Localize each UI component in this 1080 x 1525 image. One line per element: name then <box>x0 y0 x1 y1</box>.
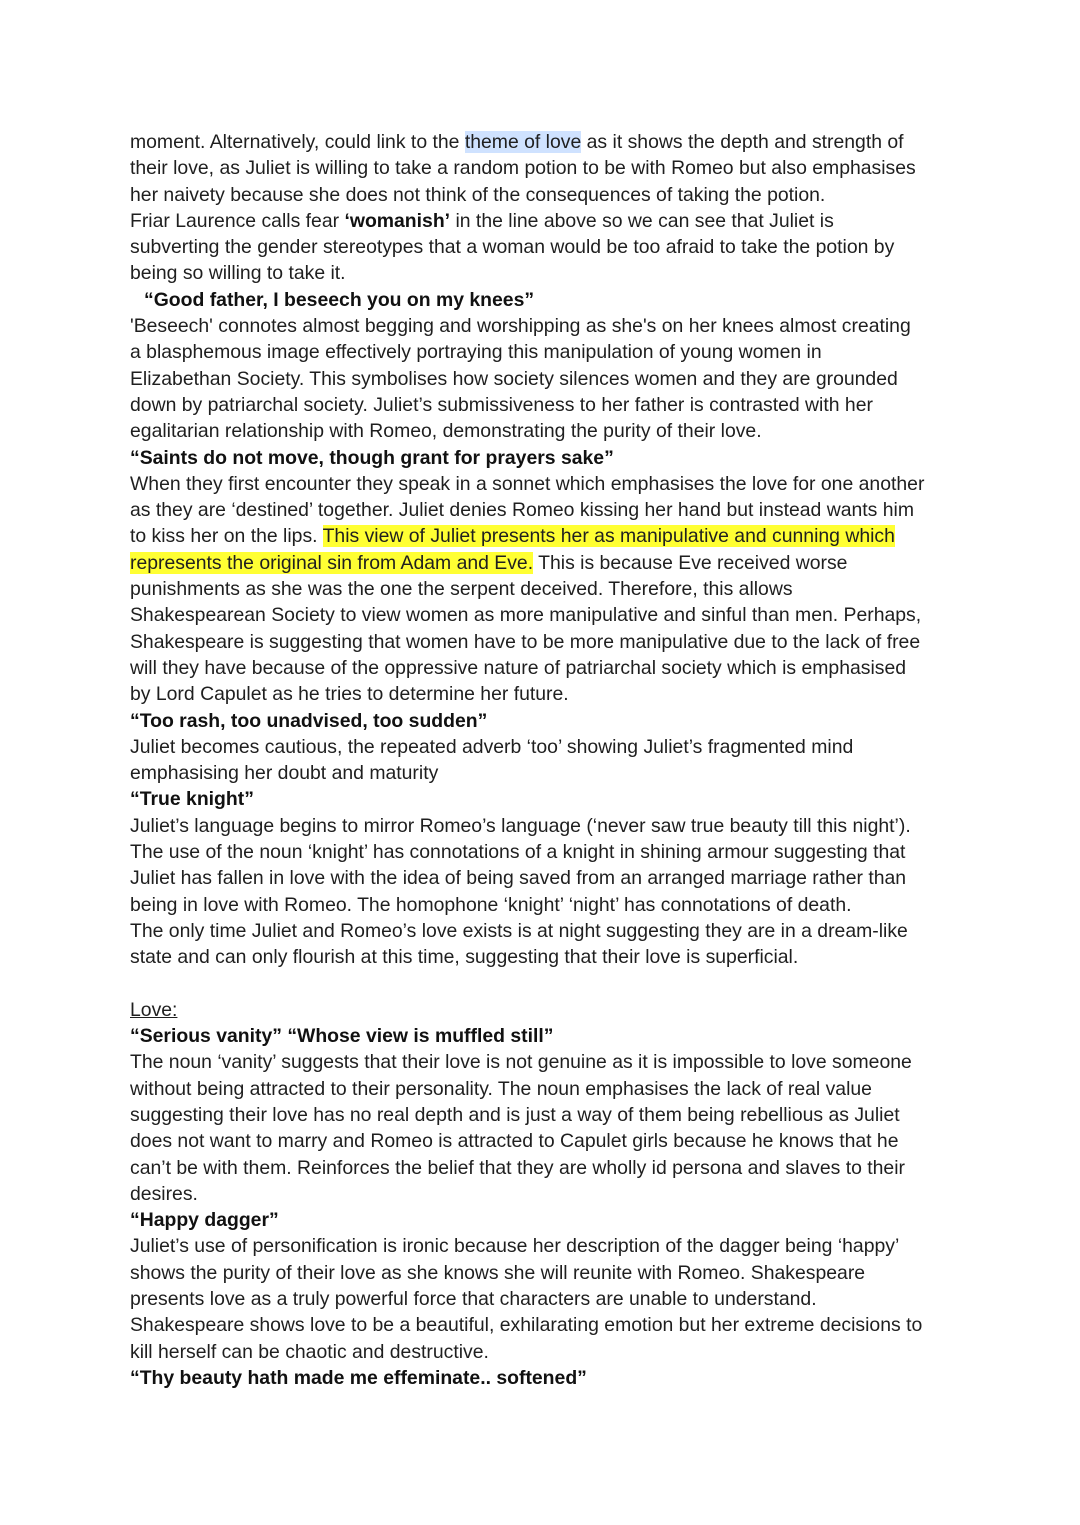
text-line: Elizabethan Society. This symbolises how society silences women and they are grounded <box>130 367 898 390</box>
text-line: Juliet’s use of personification is ironic because her description of the dagger being ‘happy’ <box>130 1235 900 1258</box>
text-line: their love, as Juliet is willing to take a random potion to be with Romeo but also emphasises <box>130 157 916 180</box>
quote-heading: “Too rash, too unadvised, too sudden” <box>130 709 488 732</box>
text-line: punishments as she was the one the serpent deceived. Therefore, this allows <box>130 578 793 601</box>
text-line: Friar Laurence calls fear ‘womanish’ in the line above so we can see that Juliet is <box>130 209 834 232</box>
highlighted-text: This view of Juliet presents her as manipulative and cunning which <box>322 525 895 548</box>
text-line: shows the purity of their love as she knows she will reunite with Romeo. Shakespeare <box>130 1261 866 1284</box>
quote-heading: “True knight” <box>130 788 254 811</box>
quote-heading: “Saints do not move, though grant for prayers sake” <box>130 446 614 469</box>
highlighted-text: represents the original sin from Adam and Eve. <box>130 551 534 574</box>
text-line: Shakespeare shows love to be a beautiful, exhilarating emotion but her extreme decisions to <box>130 1314 923 1337</box>
text-line: state and can only flourish at this time, suggesting that their love is superficial. <box>130 946 799 969</box>
text-line: being in love with Romeo. The homophone ‘knight’ ‘night’ has connotations of death. <box>130 893 852 916</box>
text-line: presents love as a truly powerful force that characters are unable to understand. <box>130 1288 817 1311</box>
text-line: her naivety because she does not think of the consequences of taking the potion. <box>130 183 826 206</box>
text-line: emphasising her doubt and maturity <box>130 762 439 785</box>
document-page <box>130 129 960 1391</box>
text-line: suggesting their love has no real depth and is just a way of them being rebellious as Juliet <box>130 1103 900 1126</box>
text-line: to kiss her on the lips. This view of Juliet presents her as manipulative and cunning which <box>130 525 895 548</box>
text-line: Shakespeare is suggesting that women have to be more manipulative due to the lack of free <box>130 630 921 653</box>
quote-heading: “Happy dagger” <box>130 1209 279 1232</box>
text-line: will they have because of the oppressive nature of patriarchal society which is emphasised <box>130 656 907 679</box>
paragraph-gap <box>130 971 960 997</box>
text-line: as they are ‘destined’ together. Juliet denies Romeo kissing her hand but instead wants him <box>130 499 914 522</box>
text-line: desires. <box>130 1182 198 1205</box>
text-line: egalitarian relationship with Romeo, demonstrating the purity of their love. <box>130 420 762 443</box>
text-line: moment. Alternatively, could link to the theme of love as it shows the depth and strength of <box>130 131 904 153</box>
text-line: The use of the noun ‘knight’ has connotations of a knight in shining armour suggesting that <box>130 841 906 864</box>
text-line: Juliet has fallen in love with the idea of being saved from an arranged marriage rather than <box>130 867 907 890</box>
quote-heading: “Serious vanity” “Whose view is muffled still” <box>130 1025 554 1048</box>
text-line: subverting the gender stereotypes that a woman would be too afraid to take the potion by <box>130 236 895 259</box>
text-line: Juliet’s language begins to mirror Romeo’s language (‘never saw true beauty till this night’). <box>130 814 911 837</box>
text-line: down by patriarchal society. Juliet’s submissiveness to her father is contrasted with her <box>130 393 873 416</box>
text-line: Juliet becomes cautious, the repeated adverb ‘too’ showing Juliet’s fragmented mind <box>130 735 854 758</box>
text-line: kill herself can be chaotic and destructive. <box>130 1340 489 1363</box>
text-line: Shakespearean Society to view women as more manipulative and sinful than men. Perhaps, <box>130 604 922 627</box>
text-line: a blasphemous image effectively portraying this manipulation of young women in <box>130 341 822 364</box>
text-line: does not want to marry and Romeo is attracted to Capulet girls because he knows that he <box>130 1130 899 1153</box>
text-line: without being attracted to their personality. The noun emphasises the lack of real value <box>130 1077 872 1100</box>
text-line: can’t be with them. Reinforces the belief that they are wholly id persona and slaves to their <box>130 1156 905 1179</box>
text-line: by Lord Capulet as he tries to determine her future. <box>130 683 569 706</box>
text-line: When they first encounter they speak in a sonnet which emphasises the love for one another <box>130 472 925 495</box>
quote-heading: “Good father, I beseech you on my knees” <box>144 288 535 311</box>
quoted-word: ‘womanish’ <box>344 209 451 232</box>
text-line: The noun ‘vanity’ suggests that their love is not genuine as it is impossible to love someone <box>130 1051 912 1074</box>
section-heading: Love: <box>130 998 178 1021</box>
text-line: being so willing to take it. <box>130 262 346 285</box>
text-line: represents the original sin from Adam and Eve. This is because Eve received worse <box>130 551 848 574</box>
quote-heading: “Thy beauty hath made me effeminate.. softened” <box>130 1366 587 1389</box>
highlighted-text: theme of love <box>464 131 582 153</box>
text-line: The only time Juliet and Romeo’s love exists is at night suggesting they are in a dream-like <box>130 919 908 942</box>
text-line: 'Beseech' connotes almost begging and worshipping as she's on her knees almost creating <box>130 315 911 338</box>
